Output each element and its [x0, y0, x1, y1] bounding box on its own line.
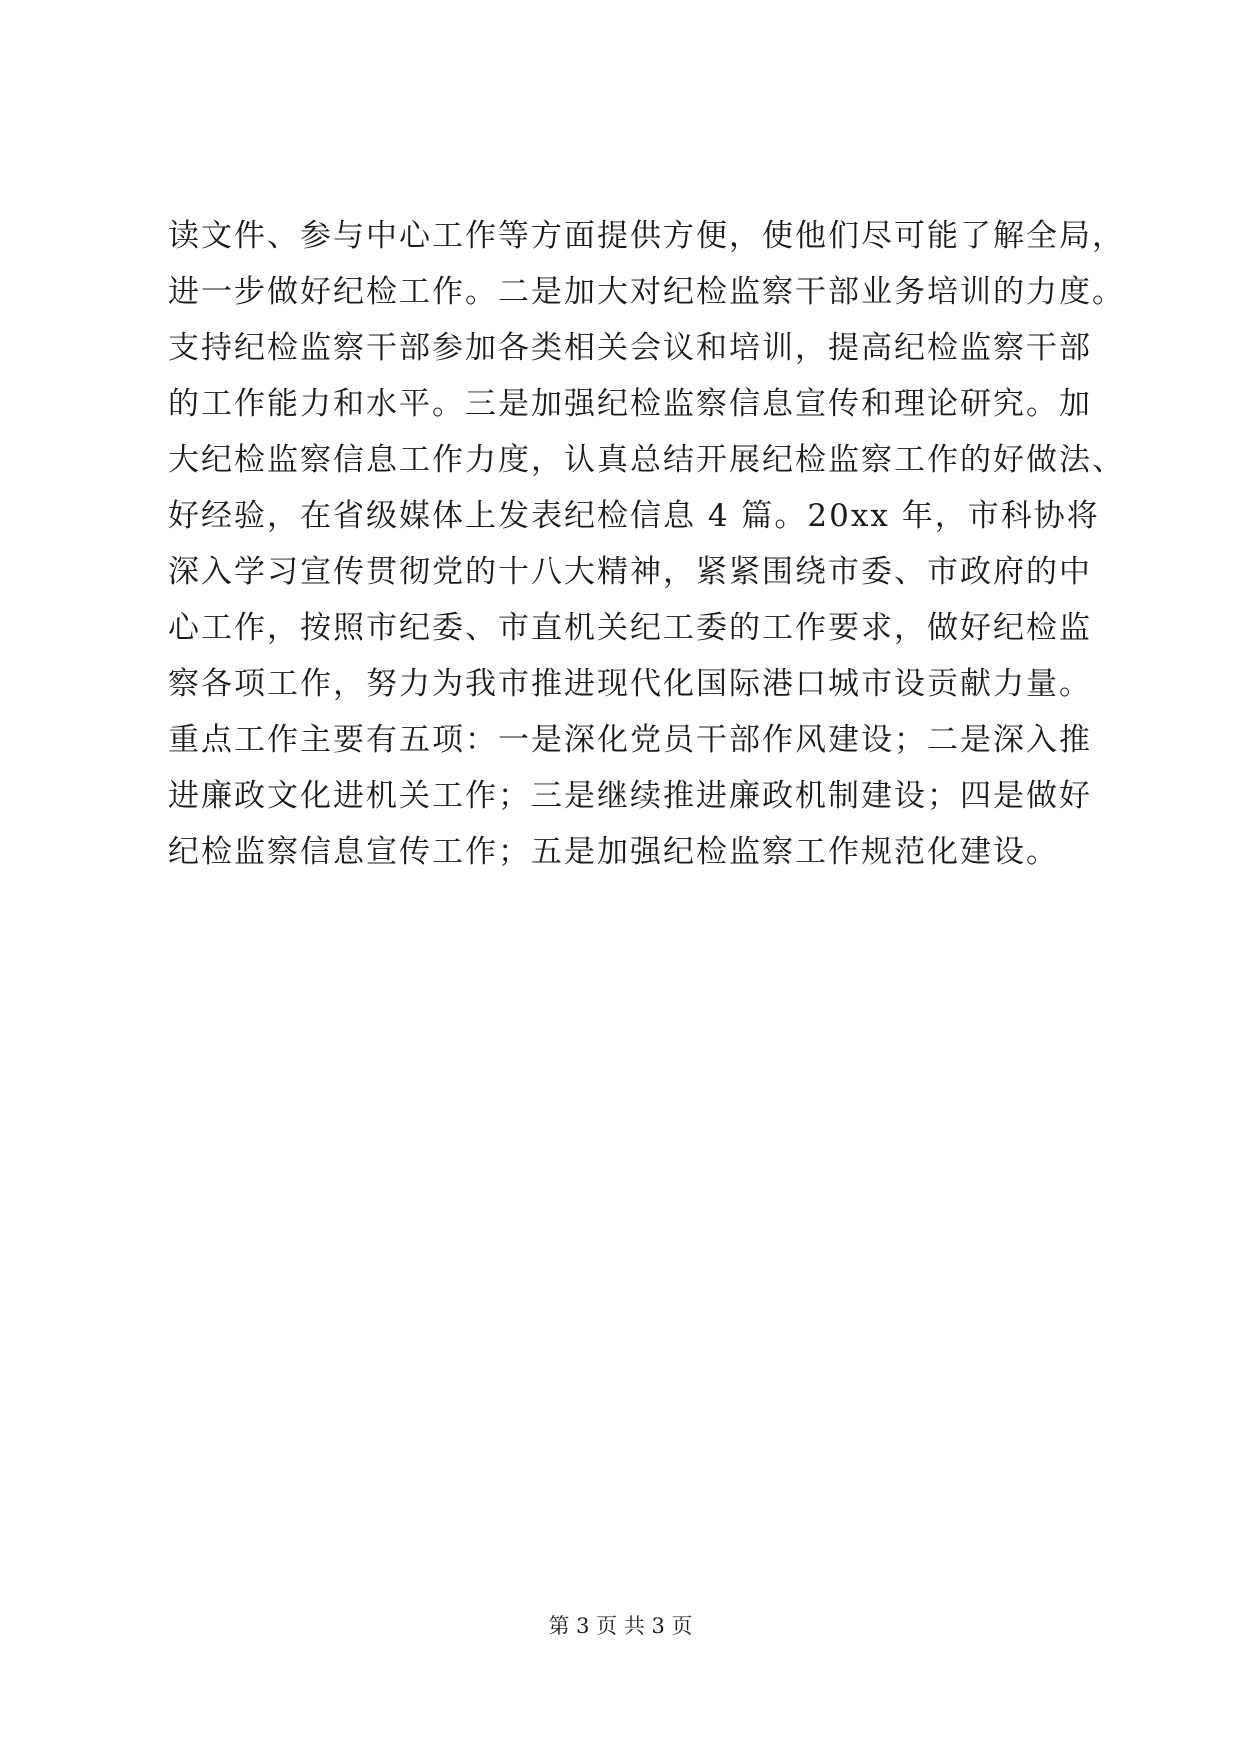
text-line-2: 进一步做好纪检工作。二是加大对纪检监察干部业务培训的力度。	[168, 274, 1125, 310]
text-line-8: 心工作，按照市纪委、市直机关纪工委的工作要求，做好纪检监	[168, 610, 1092, 646]
text-line-7: 深入学习宣传贯彻党的十八大精神，紧紧围绕市委、市政府的中	[168, 554, 1092, 590]
text-line-12: 纪检监察信息宣传工作；五是加强纪检监察工作规范化建设。	[168, 834, 1059, 870]
text-line-1: 读文件、参与中心工作等方面提供方便，使他们尽可能了解全局，	[168, 218, 1125, 254]
text-line-11: 进廉政文化进机关工作；三是继续推进廉政机制建设；四是做好	[168, 778, 1092, 814]
text-line-10: 重点工作主要有五项：一是深化党员干部作风建设；二是深入推	[168, 722, 1092, 758]
text-line-6: 好经验，在省级媒体上发表纪检信息 4 篇。20xx 年，市科协将	[168, 498, 1100, 534]
body-paragraph	[168, 208, 1128, 880]
text-line-3: 支持纪检监察干部参加各类相关会议和培训，提高纪检监察干部	[168, 330, 1092, 366]
page-number-footer: 第 3 页 共 3 页	[548, 1614, 693, 1638]
text-line-4: 的工作能力和水平。三是加强纪检监察信息宣传和理论研究。加	[168, 386, 1092, 422]
text-line-5: 大纪检监察信息工作力度，认真总结开展纪检监察工作的好做法、	[168, 442, 1125, 478]
text-line-9: 察各项工作，努力为我市推进现代化国际港口城市设贡献力量。	[168, 666, 1092, 702]
